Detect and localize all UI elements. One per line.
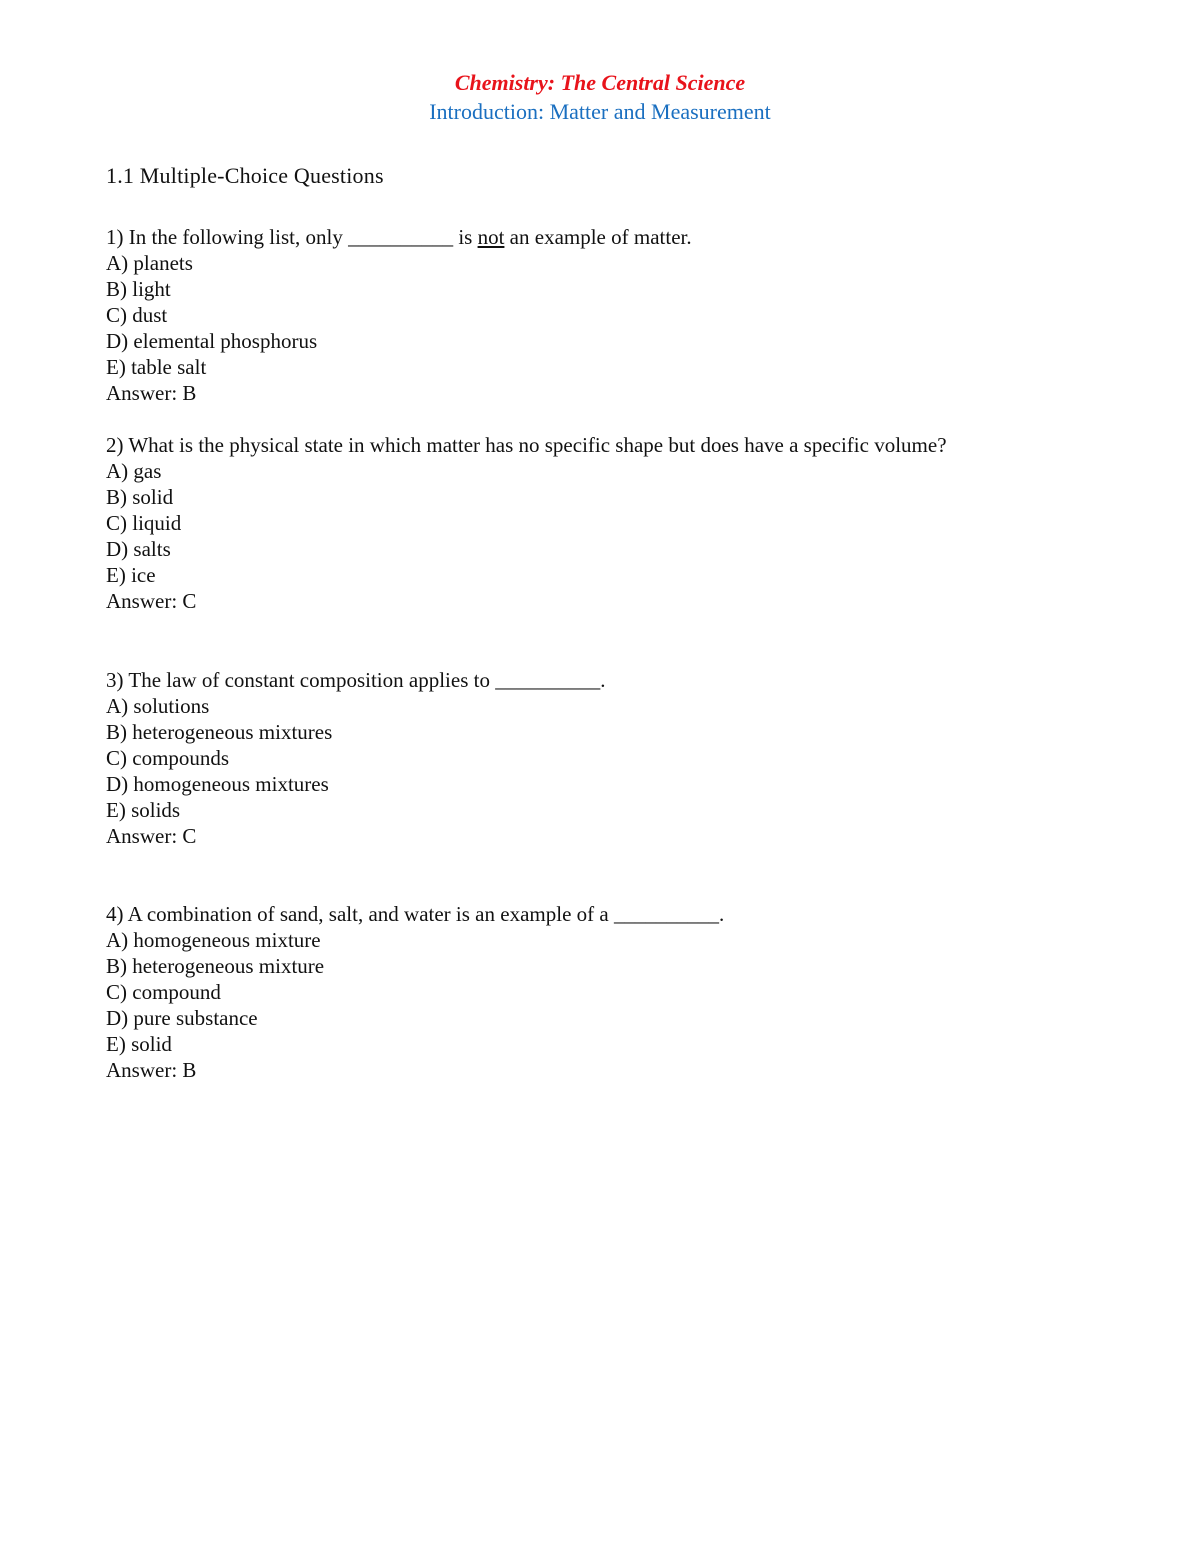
section-heading: 1.1 Multiple-Choice Questions bbox=[106, 163, 384, 188]
answer-option: D) salts bbox=[106, 537, 171, 561]
answer-key: Answer: B bbox=[106, 1058, 197, 1082]
answer-option: D) elemental phosphorus bbox=[106, 329, 318, 353]
answer-option: E) solids bbox=[106, 798, 181, 822]
question-1 bbox=[106, 224, 1106, 406]
question-4 bbox=[106, 901, 1106, 1083]
answer-option: C) liquid bbox=[106, 511, 182, 535]
stem-text-before: 1) In the following list, only __________ is bbox=[106, 225, 478, 249]
answer-option: B) heterogeneous mixtures bbox=[106, 720, 333, 744]
answer-key: Answer: C bbox=[106, 589, 197, 613]
question-3 bbox=[106, 667, 1106, 849]
question-stem: 4) A combination of sand, salt, and water is an example of a __________. bbox=[106, 902, 725, 926]
question-stem: 2) What is the physical state in which matter has no specific shape but does have a specific volume? bbox=[106, 433, 947, 457]
question-stem: 3) The law of constant composition applies to __________. bbox=[106, 668, 606, 692]
answer-option: B) light bbox=[106, 277, 171, 301]
answer-option: D) pure substance bbox=[106, 1006, 258, 1030]
answer-option: A) homogeneous mixture bbox=[106, 928, 321, 952]
question-2 bbox=[106, 432, 1106, 614]
answer-option: B) solid bbox=[106, 485, 174, 509]
answer-option: C) compounds bbox=[106, 746, 230, 770]
answer-option: A) planets bbox=[106, 251, 193, 275]
answer-option: C) compound bbox=[106, 980, 221, 1004]
answer-key: Answer: B bbox=[106, 381, 197, 405]
answer-option: C) dust bbox=[106, 303, 168, 327]
answer-option: E) solid bbox=[106, 1032, 172, 1056]
question-stem bbox=[106, 224, 1106, 250]
answer-option: B) heterogeneous mixture bbox=[106, 954, 325, 978]
answer-option: E) table salt bbox=[106, 355, 207, 379]
answer-option: A) gas bbox=[106, 459, 162, 483]
answer-option: D) homogeneous mixtures bbox=[106, 772, 329, 796]
stem-text-after: an example of matter. bbox=[504, 225, 692, 249]
book-title: Chemistry: The Central Science bbox=[454, 70, 746, 95]
stem-emphasis: not bbox=[477, 225, 505, 249]
answer-key: Answer: C bbox=[106, 824, 197, 848]
chapter-title: Introduction: Matter and Measurement bbox=[429, 99, 771, 124]
answer-option: E) ice bbox=[106, 563, 156, 587]
answer-option: A) solutions bbox=[106, 694, 210, 718]
